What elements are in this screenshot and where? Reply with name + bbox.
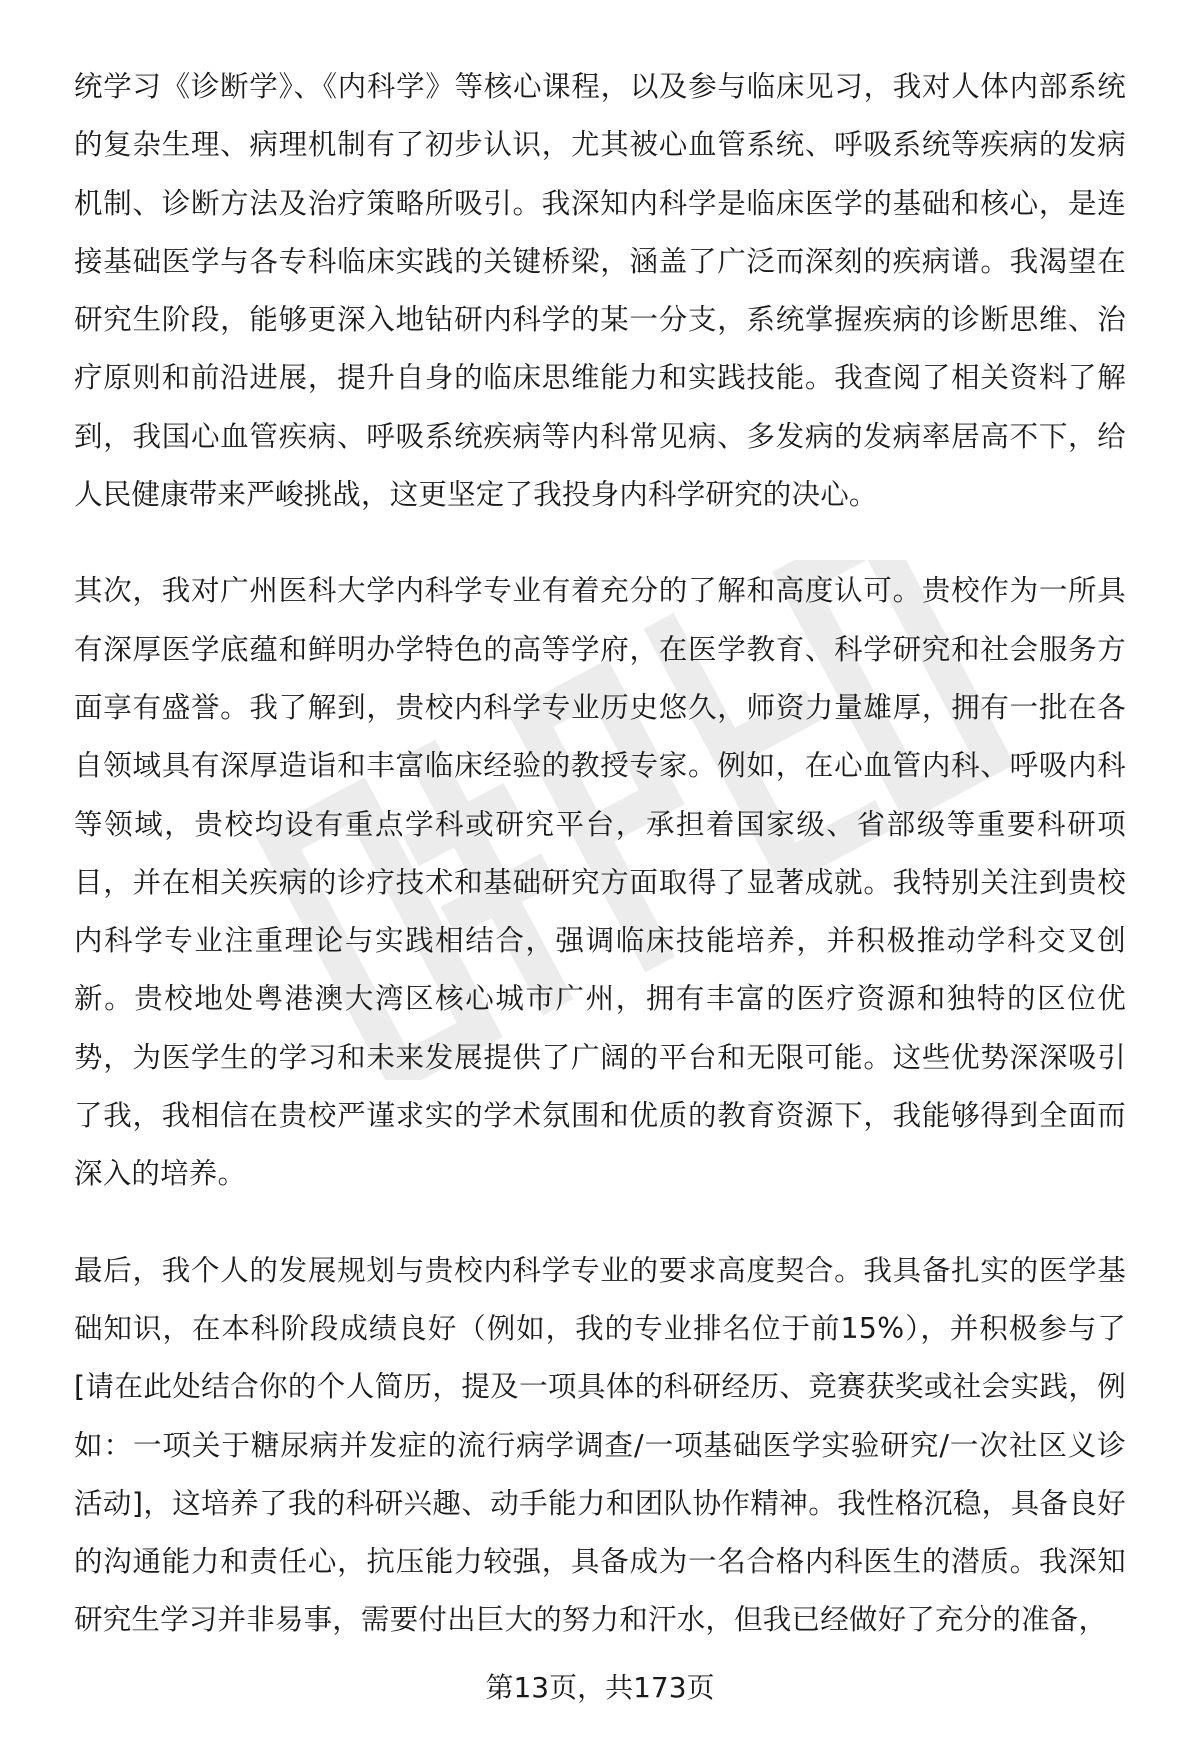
paragraph-2: 其次，我对广州医科大学内科学专业有着充分的了解和高度认可。贵校作为一所具有深厚医学底蕴和鲜明办学特色的高等学府，在医学教育、科学研究和社会服务方面享有盛誉。我了解到，贵校内科学专业历史悠久，师资力量雄厚，拥有一批在各自领域具有深厚造诣和丰富临床经验的教授专家。例如，在心血管内科、呼吸内科等领域，贵校均设有重点学科或研究平台，承担着国家级、省部级等重要科研项目，并在相关疾病的诊疗技术和基础研究方面取得了显著成就。我特别关注到贵校内科学专业注重理论与实践相结合，强调临床技能培养，并积极推动学科交叉创新。贵校地处粤港澳大湾区核心城市广州，拥有丰富的医疗资源和独特的区位优势，为医学生的学习和未来发展提供了广阔的平台和无限可能。这些优势深深吸引了我，我相信在贵校严谨求实的学术氛围和优质的教育资源下，我能够得到全面而深入的培养。	[74, 574, 1126, 1191]
document-body	[74, 58, 1126, 1688]
paragraph-3: 最后，我个人的发展规划与贵校内科学专业的要求高度契合。我具备扎实的医学基础知识，在本科阶段成绩良好（例如，我的专业排名位于前15%），并积极参与了[请在此处结合你的个人简历，提及一项具体的科研经历、竞赛获奖或社会实践，例如：一项关于糖尿病并发症的流行病学调查/一项基础医学实验研究/一次社区义诊活动]，这培养了我的科研兴趣、动手能力和团队协作精神。我性格沉稳，具备良好的沟通能力和责任心，抗压能力较强，具备成为一名合格内科医生的潜质。我深知研究生学习并非易事，需要付出巨大的努力和汗水，但我已经做好了充分的准备，	[74, 1253, 1126, 1637]
paragraph-1: 统学习《诊断学》、《内科学》等核心课程，以及参与临床见习，我对人体内部系统的复杂生理、病理机制有了初步认识，尤其被心血管系统、呼吸系统等疾病的发病机制、诊断方法及治疗策略所吸引。我深知内科学是临床医学的基础和核心，是连接基础医学与各专科临床实践的关键桥梁，涵盖了广泛而深刻的疾病谱。我渴望在研究生阶段，能够更深入地钻研内科学的某一分支，系统掌握疾病的诊断思维、治疗原则和前沿进展，提升自身的临床思维能力和实践技能。我查阅了相关资料了解到，我国心血管疾病、呼吸系统疾病等内科常见病、多发病的发病率居高不下，给人民健康带来严峻挑战，这更坚定了我投身内科学研究的决心。	[74, 70, 1126, 512]
page-indicator: 第13页，共173页	[485, 1671, 715, 1704]
